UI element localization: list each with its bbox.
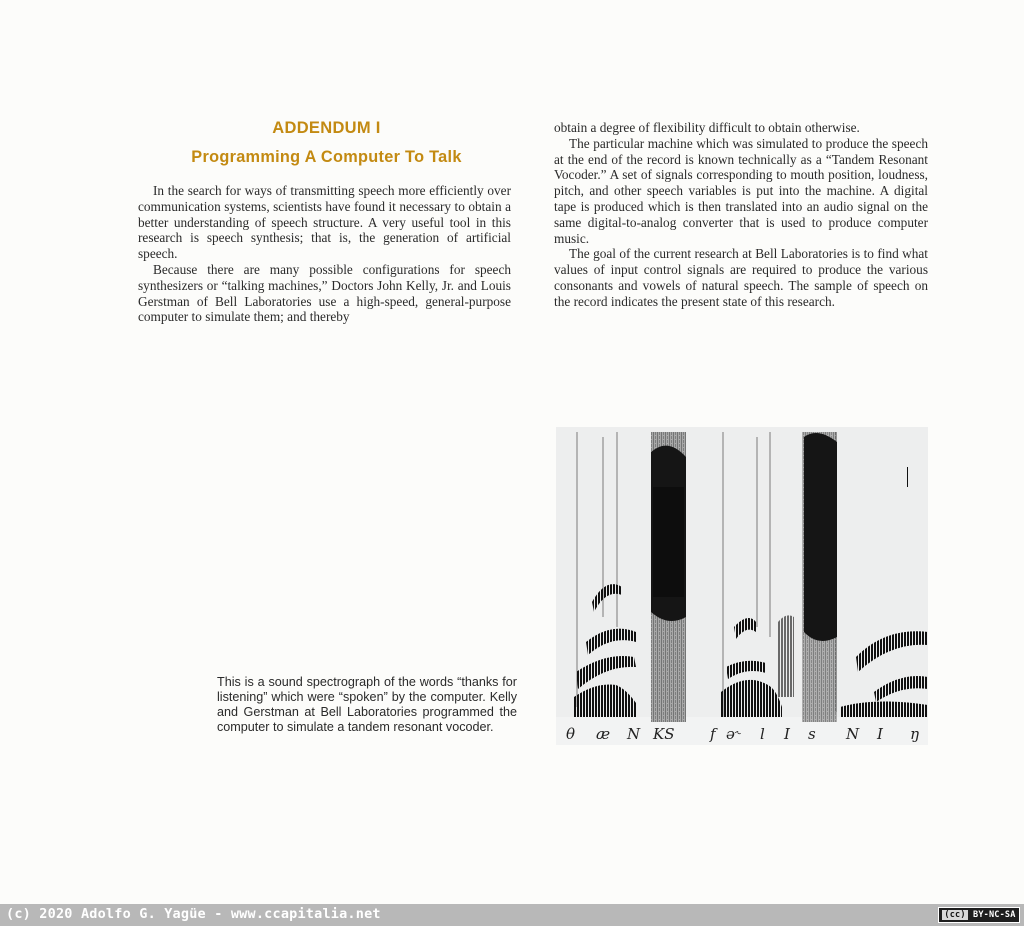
paragraph: In the search for ways of transmitting speech more efficiently over communication systems, scientists have found it necessary to obtain a better understanding of speech structure. A very useful tool in this research is speech synthesis; that is, the generation of artificial speech. — [138, 183, 511, 262]
figure-caption: This is a sound spectrograph of the words “thanks for listening” which were “spoken” by the computer. Kelly and Gerstman at Bell Laboratories programmed the computer to simulate a tandem resonant vocoder. — [217, 675, 517, 734]
phonetic-label: N — [627, 725, 641, 743]
paragraph: obtain a degree of flexibility difficult to obtain otherwise. — [554, 120, 860, 135]
paragraph: The goal of the current research at Bell Laboratories is to find what values of input control signals are required to produce the various consonants and vowels of natural speech. The sample of speech on the record indicates the present state of this research. — [554, 246, 928, 309]
phonetic-label: æ — [596, 725, 611, 743]
phonetic-label: N — [846, 725, 860, 743]
phonetic-label: θ — [566, 725, 576, 743]
phonetic-label: l — [760, 725, 765, 743]
article-title: Programming A Computer To Talk — [191, 148, 462, 166]
phonetic-label: s — [808, 725, 816, 743]
cc-icon: (cc) — [944, 910, 966, 920]
phonetic-label: f — [710, 725, 716, 743]
phonetic-label: KS — [653, 725, 675, 743]
license-label: BY-NC-SA — [973, 910, 1016, 920]
spectrogram-image — [556, 427, 928, 745]
copyright-credit: (c) 2020 Adolfo G. Yagüe - www.ccapitalia.net — [6, 906, 381, 922]
watermark-footer-bar — [0, 904, 1024, 926]
phonetic-label: ŋ — [910, 725, 920, 743]
paragraph: The particular machine which was simulated to produce the speech at the end of the record is known technically as a “Tandem Resonant Vocoder.” A set of signals corresponding to mouth position, loudness, pitch, and other speech variables is put into the machine. A digital tape is produced which is then translated into an audio signal on the same digital-to-analog converter that is used to produce computer music. — [554, 135, 928, 246]
cc-license-badge[interactable] — [938, 907, 1020, 923]
phonetic-label: I — [877, 725, 883, 743]
right-text-column — [554, 120, 928, 310]
addendum-heading: ADDENDUM I — [272, 119, 381, 137]
paragraph: Because there are many possible configurations for speech synthesizers or “talking machines,” Doctors John Kelly, Jr. and Louis Gerstman of Bell Laboratories use a high-speed, general-purpose computer to simulate them; and thereby — [138, 261, 511, 325]
left-text-column — [138, 183, 511, 325]
phonetic-label: ə˞ — [726, 725, 742, 743]
phonetic-label: I — [784, 725, 790, 743]
